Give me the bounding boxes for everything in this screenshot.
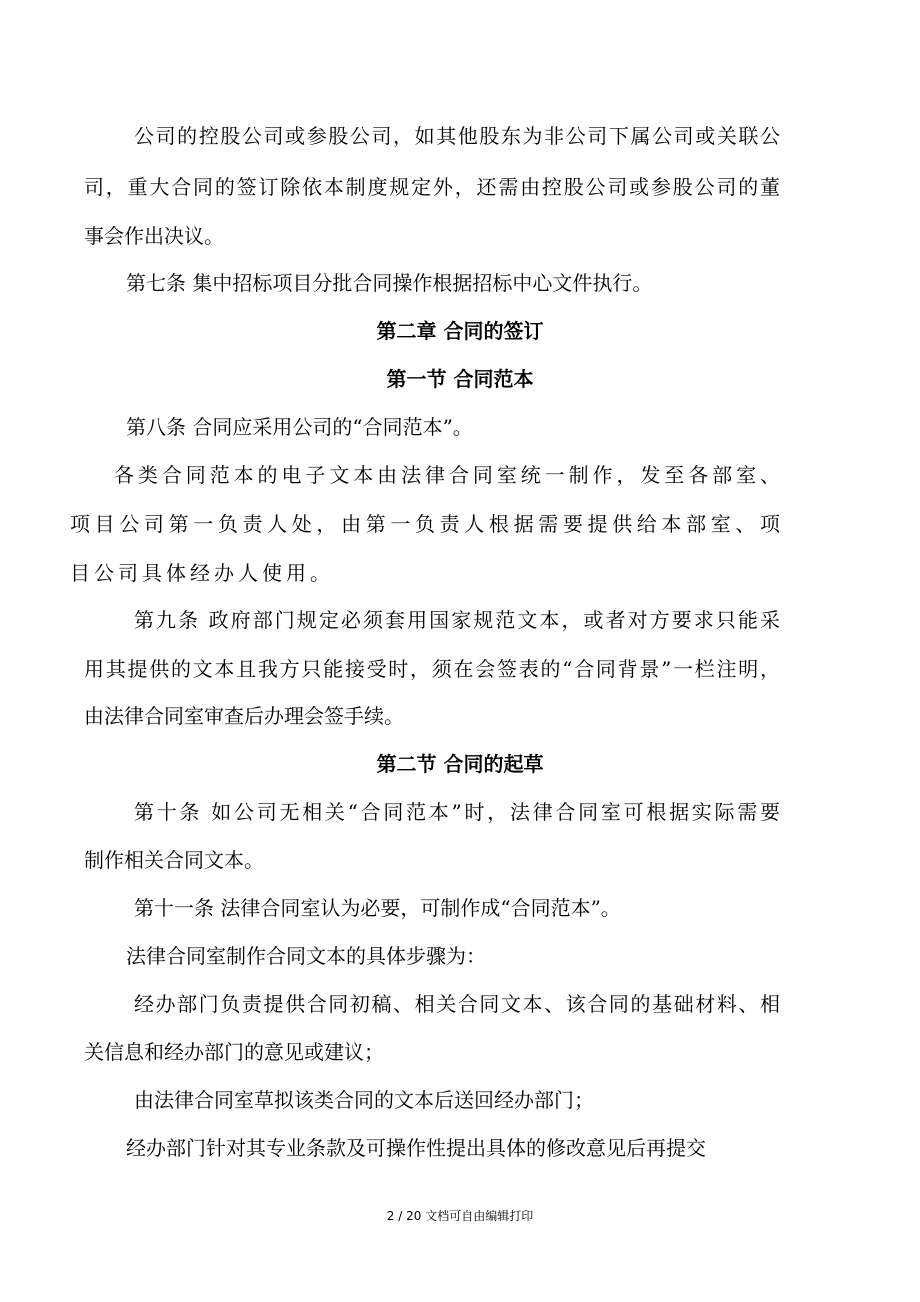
article-9: 第九条 政府部门规定必须套用国家规范文本，或者对方要求只能采	[134, 608, 780, 632]
paragraph-line: 目公司具体经办人使用。	[70, 561, 334, 585]
article-7: 第七条 集中招标项目分批合同操作根据招标中心文件执行。	[126, 271, 653, 295]
paragraph-line: 事会作出决议。	[84, 224, 224, 248]
page-footer: 2 / 20 文档可自由编辑打印	[386, 1209, 534, 1223]
paragraph-line: 公司的控股公司或参股公司，如其他股东为非公司下属公司或关联公	[134, 124, 780, 148]
paragraph-line: 用其提供的文本且我方只能接受时，须在会签表的“合同背景”一栏注明，	[84, 657, 780, 681]
paragraph-line: 项目公司第一负责人处，由第一负责人根据需要提供给本部室、项	[70, 512, 780, 536]
paragraph-line: 制作相关合同文本。	[84, 848, 264, 872]
paragraph-line: 关信息和经办部门的意见或建议；	[84, 1040, 384, 1064]
chapter-heading: 第二章 合同的签订	[376, 319, 544, 343]
section-heading: 第一节 合同范本	[386, 367, 534, 391]
paragraph-line: 各类合同范本的电子文本由法律合同室统一制作，发至各部室、	[114, 463, 780, 487]
article-11: 第十一条 法律合同室认为必要，可制作成“合同范本”。	[134, 896, 621, 920]
paragraph-line: 司，重大合同的签订除依本制度规定外，还需由控股公司或参股公司的董	[84, 175, 780, 199]
article-8: 第八条 合同应采用公司的“合同范本”。	[126, 415, 473, 439]
paragraph-line: 由法律合同室草拟该类合同的文本后送回经办部门；	[134, 1088, 594, 1112]
paragraph-line: 由法律合同室审查后办理会签手续。	[84, 704, 404, 728]
paragraph-line: 经办部门负责提供合同初稿、相关合同文本、该合同的基础材料、相	[134, 992, 780, 1016]
article-10: 第十条 如公司无相关“合同范本”时，法律合同室可根据实际需要	[134, 800, 780, 824]
paragraph-line: 经办部门针对其专业条款及可操作性提出具体的修改意见后再提交	[126, 1136, 706, 1160]
section-heading: 第二节 合同的起草	[376, 752, 544, 776]
paragraph-line: 法律合同室制作合同文本的具体步骤为：	[126, 944, 486, 968]
